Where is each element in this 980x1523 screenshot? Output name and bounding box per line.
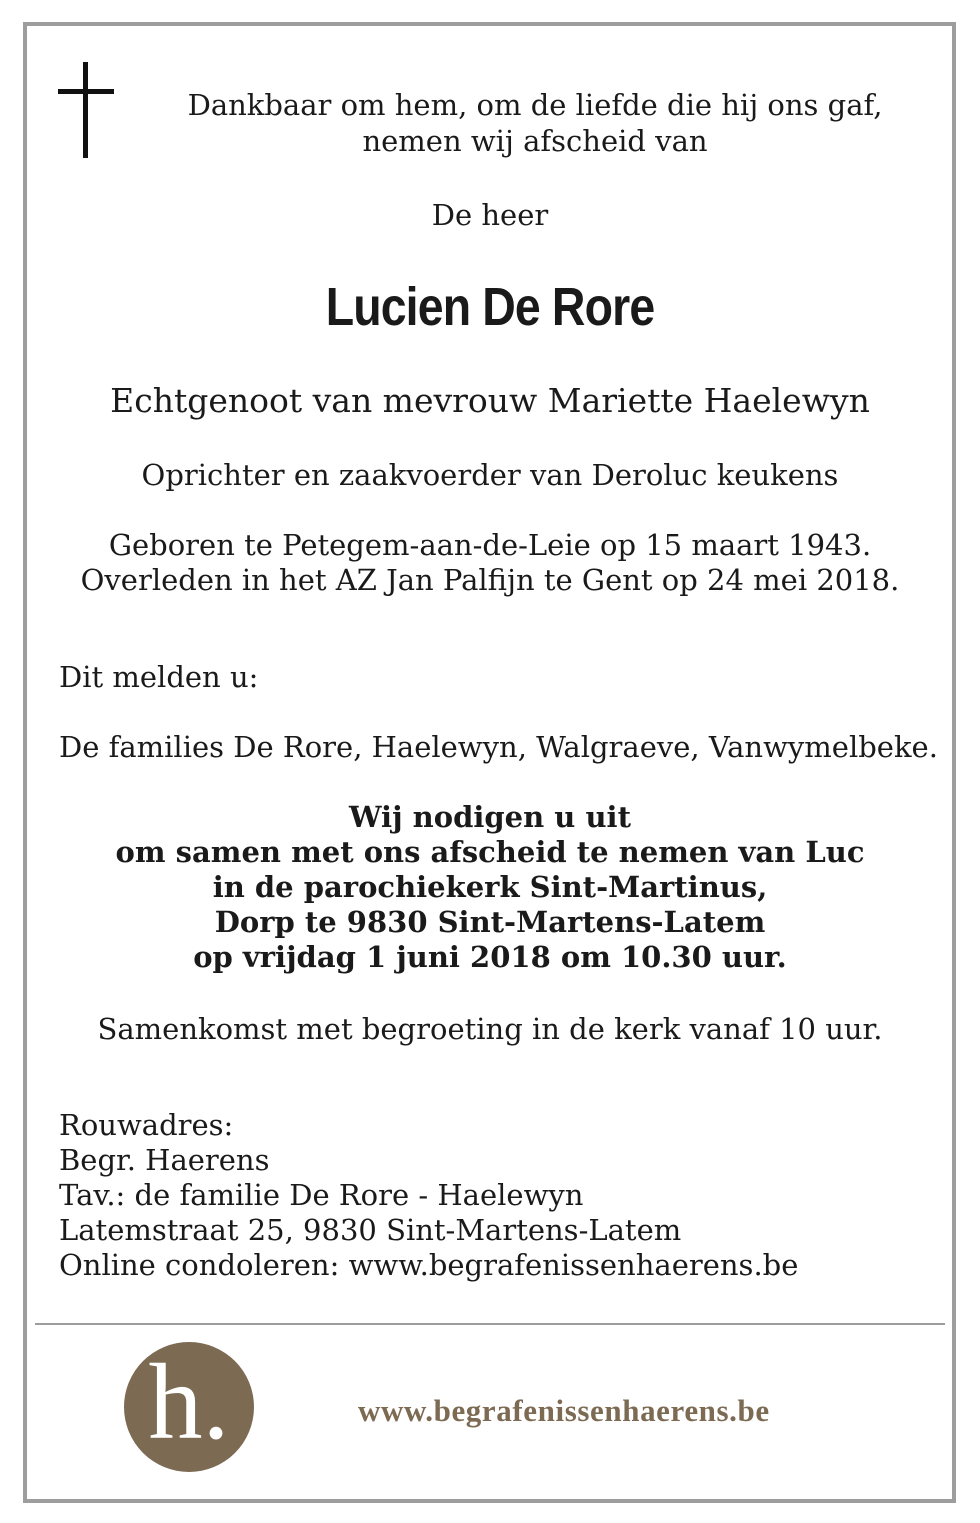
invitation-line-2: om samen met ons afscheid te nemen van Luc bbox=[115, 835, 865, 869]
death-line: Overleden in het AZ Jan Palfijn te Gent op 24 mei 2018. bbox=[80, 563, 900, 597]
address-line-4: Latemstraat 25, 9830 Sint-Martens-Latem bbox=[59, 1213, 682, 1247]
intro-line-1: Dankbaar om hem, om de liefde die hij ons gaf, bbox=[187, 88, 883, 122]
address-line-2: Begr. Haerens bbox=[59, 1143, 270, 1177]
spouse-line: Echtgenoot van mevrouw Mariette Haelewyn bbox=[110, 381, 870, 420]
invitation-line-5: op vrijdag 1 juni 2018 om 10.30 uur. bbox=[193, 940, 787, 974]
gathering-line: Samenkomst met begroeting in de kerk vanaf 10 uur. bbox=[97, 1012, 883, 1046]
title: De heer bbox=[431, 198, 549, 232]
invitation-line-4: Dorp te 9830 Sint-Martens-Latem bbox=[214, 905, 766, 939]
invitation-line-1: Wij nodigen u uit bbox=[349, 800, 631, 834]
birth-line: Geboren te Petegem-aan-de-Leie op 15 maart 1943. bbox=[108, 528, 872, 562]
haerens-logo: h. bbox=[124, 1342, 254, 1472]
footer-website-link[interactable]: www.begrafenissenhaerens.be bbox=[358, 1393, 770, 1428]
intro-line-2: nemen wij afscheid van bbox=[362, 124, 708, 158]
invitation-line-3: in de parochiekerk Sint-Martinus, bbox=[212, 870, 768, 904]
families-line: De families De Rore, Haelewyn, Walgraeve, Vanwymelbeke. bbox=[59, 730, 938, 764]
cross-icon bbox=[58, 62, 114, 158]
address-line-1: Rouwadres: bbox=[59, 1108, 234, 1142]
footer-divider bbox=[35, 1323, 945, 1325]
deceased-name: Lucien De Rore bbox=[325, 277, 655, 337]
announce-label: Dit melden u: bbox=[59, 660, 259, 694]
address-line-5: Online condoleren: www.begrafenissenhaerens.be bbox=[59, 1248, 799, 1282]
address-line-3: Tav.: de familie De Rore - Haelewyn bbox=[59, 1178, 584, 1212]
occupation-line: Oprichter en zaakvoerder van Deroluc keukens bbox=[141, 458, 839, 492]
